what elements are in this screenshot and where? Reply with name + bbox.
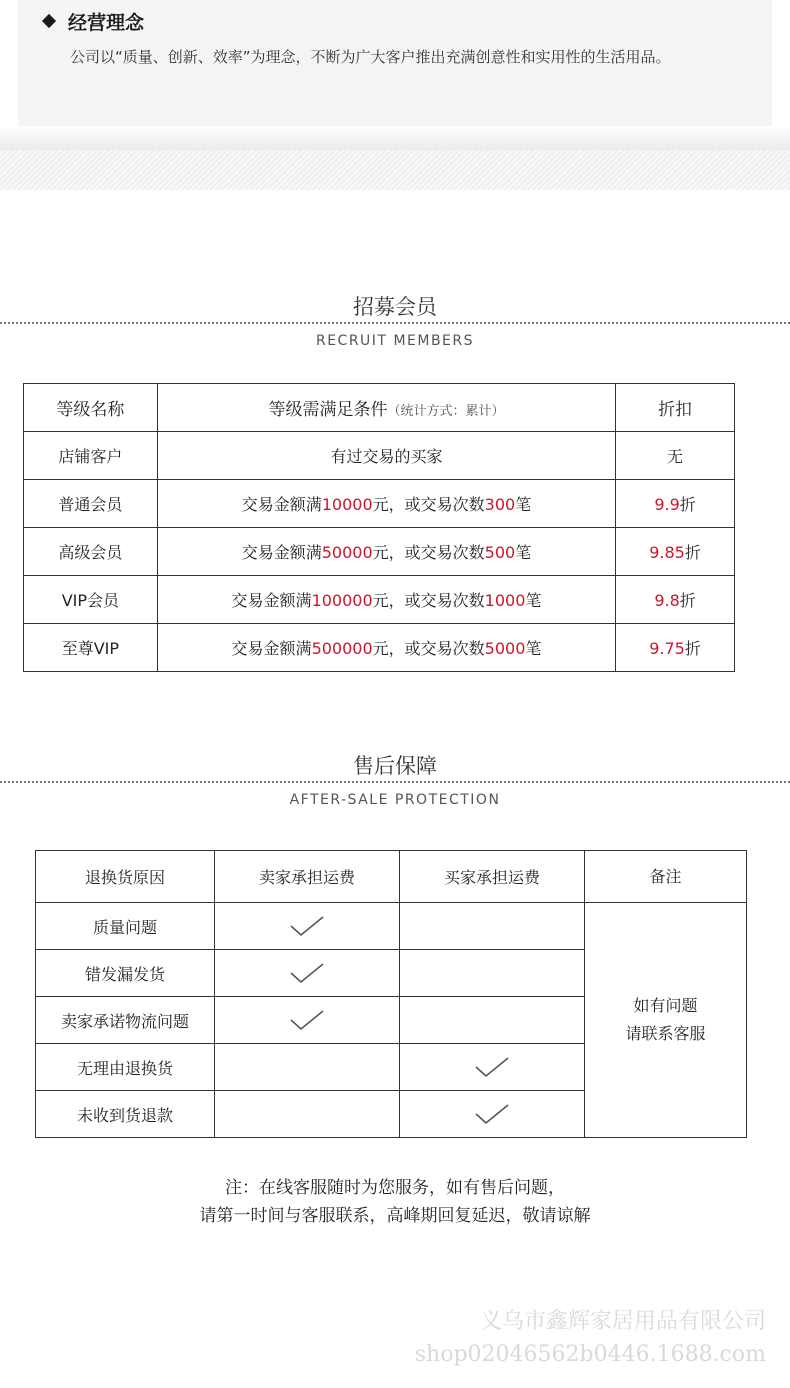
condition-count: 500 xyxy=(484,543,516,562)
checkmark-icon xyxy=(474,1055,510,1079)
buyer-pays-cell xyxy=(400,1091,585,1138)
condition-count: 1000 xyxy=(484,591,526,610)
checkmark-icon xyxy=(289,961,325,985)
note-line-1: 注：在线客服随时为您服务，如有售后问题， xyxy=(225,1178,565,1198)
checkmark-icon xyxy=(289,914,325,938)
header-condition-note: （统计方式：累计） xyxy=(387,404,505,419)
condition-middle: 元，或交易次数 xyxy=(372,495,485,514)
condition-middle: 元，或交易次数 xyxy=(372,543,485,562)
level-discount xyxy=(616,528,735,576)
level-name: 至尊VIP xyxy=(24,624,158,672)
condition-suffix: 笔 xyxy=(525,639,542,658)
level-condition xyxy=(157,576,615,624)
level-condition xyxy=(157,528,615,576)
aftersale-title: 售后保障 xyxy=(353,754,437,778)
philosophy-heading xyxy=(44,8,144,35)
discount-value: 9.75 xyxy=(649,639,685,658)
seller-pays-cell xyxy=(215,903,400,950)
checkmark-icon xyxy=(474,1102,510,1126)
condition-suffix: 笔 xyxy=(515,495,532,514)
condition-amount: 50000 xyxy=(321,543,373,562)
discount-value: 9.8 xyxy=(654,591,680,610)
return-reason: 错发漏发货 xyxy=(36,950,215,997)
remark-line-1: 如有问题 xyxy=(633,996,698,1015)
aftersale-subtitle: AFTER-SALE PROTECTION xyxy=(289,792,501,808)
remark-line-2: 请联系客服 xyxy=(625,1024,706,1043)
header-reason: 退换货原因 xyxy=(36,851,215,903)
return-reason: 未收到货退款 xyxy=(36,1091,215,1138)
header-discount: 折扣 xyxy=(616,384,735,432)
return-reason: 无理由退换货 xyxy=(36,1044,215,1091)
header-level: 等级名称 xyxy=(24,384,158,432)
header-seller-pays: 卖家承担运费 xyxy=(215,851,400,903)
return-reason: 卖家承诺物流问题 xyxy=(36,997,215,1044)
seller-pays-cell xyxy=(215,997,400,1044)
watermark-url: shop02046562b0446.1688.com xyxy=(414,1342,766,1367)
remark-cell xyxy=(585,903,747,1138)
condition-suffix: 笔 xyxy=(515,543,532,562)
table-row xyxy=(24,576,735,624)
service-note xyxy=(0,1174,790,1230)
aftersale-divider xyxy=(0,781,790,783)
level-discount xyxy=(616,576,735,624)
checkmark-icon xyxy=(289,1008,325,1032)
condition-prefix: 交易金额满 xyxy=(241,543,322,562)
level-discount: 无 xyxy=(616,432,735,480)
table-row xyxy=(24,624,735,672)
seller-pays-cell xyxy=(215,1091,400,1138)
condition-prefix: 交易金额满 xyxy=(241,495,322,514)
buyer-pays-cell xyxy=(400,950,585,997)
aftersale-header-row xyxy=(36,851,747,903)
philosophy-heading-text: 经营理念 xyxy=(68,12,145,34)
buyer-pays-cell xyxy=(400,1044,585,1091)
discount-unit: 折 xyxy=(684,639,701,658)
note-line-2: 请第一时间与客服联系，高峰期回复延迟，敬请谅解 xyxy=(199,1206,591,1226)
seller-pays-cell xyxy=(215,950,400,997)
condition-prefix: 交易金额满 xyxy=(231,639,312,658)
table-row xyxy=(36,903,747,950)
table-row xyxy=(24,480,735,528)
table-row xyxy=(24,432,735,480)
recruit-divider xyxy=(0,322,790,324)
condition-count: 300 xyxy=(484,495,516,514)
recruit-title: 招募会员 xyxy=(353,295,437,319)
level-discount xyxy=(616,480,735,528)
condition-amount: 100000 xyxy=(311,591,373,610)
recruit-subtitle: RECRUIT MEMBERS xyxy=(315,333,475,349)
condition-suffix: 笔 xyxy=(525,591,542,610)
level-condition xyxy=(157,480,615,528)
condition-prefix: 交易金额满 xyxy=(231,591,312,610)
condition-amount: 10000 xyxy=(321,495,373,514)
condition-middle: 元，或交易次数 xyxy=(372,591,485,610)
discount-value: 9.9 xyxy=(654,495,680,514)
members-header-row xyxy=(24,384,735,432)
table-row xyxy=(24,528,735,576)
discount-unit: 折 xyxy=(684,543,701,562)
members-table xyxy=(23,383,735,672)
condition-amount: 500000 xyxy=(311,639,373,658)
condition-count: 5000 xyxy=(484,639,526,658)
discount-unit: 折 xyxy=(679,495,696,514)
buyer-pays-cell xyxy=(400,903,585,950)
philosophy-body: 公司以“质量、创新、效率”为理念，不断为广大客户推出充满创意性和实用性的生活用品。 xyxy=(70,48,671,66)
header-remark: 备注 xyxy=(585,851,747,903)
aftersale-table xyxy=(35,850,747,1138)
header-condition xyxy=(157,384,615,432)
discount-unit: 折 xyxy=(679,591,696,610)
seller-pays-cell xyxy=(215,1044,400,1091)
buyer-pays-cell xyxy=(400,997,585,1044)
watermark-company: 义乌市鑫辉家居用品有限公司 xyxy=(479,1309,766,1334)
decorative-stripe-band xyxy=(0,150,790,190)
level-name: 店铺客户 xyxy=(24,432,158,480)
condition-middle: 元，或交易次数 xyxy=(372,639,485,658)
return-reason: 质量问题 xyxy=(36,903,215,950)
level-name: 普通会员 xyxy=(24,480,158,528)
level-name: VIP会员 xyxy=(24,576,158,624)
level-condition xyxy=(157,624,615,672)
level-name: 高级会员 xyxy=(24,528,158,576)
header-condition-text: 等级需满足条件 xyxy=(268,400,388,420)
level-discount xyxy=(616,624,735,672)
diamond-bullet-icon xyxy=(42,14,56,28)
level-condition: 有过交易的买家 xyxy=(157,432,615,480)
discount-value: 9.85 xyxy=(649,543,685,562)
header-buyer-pays: 买家承担运费 xyxy=(400,851,585,903)
